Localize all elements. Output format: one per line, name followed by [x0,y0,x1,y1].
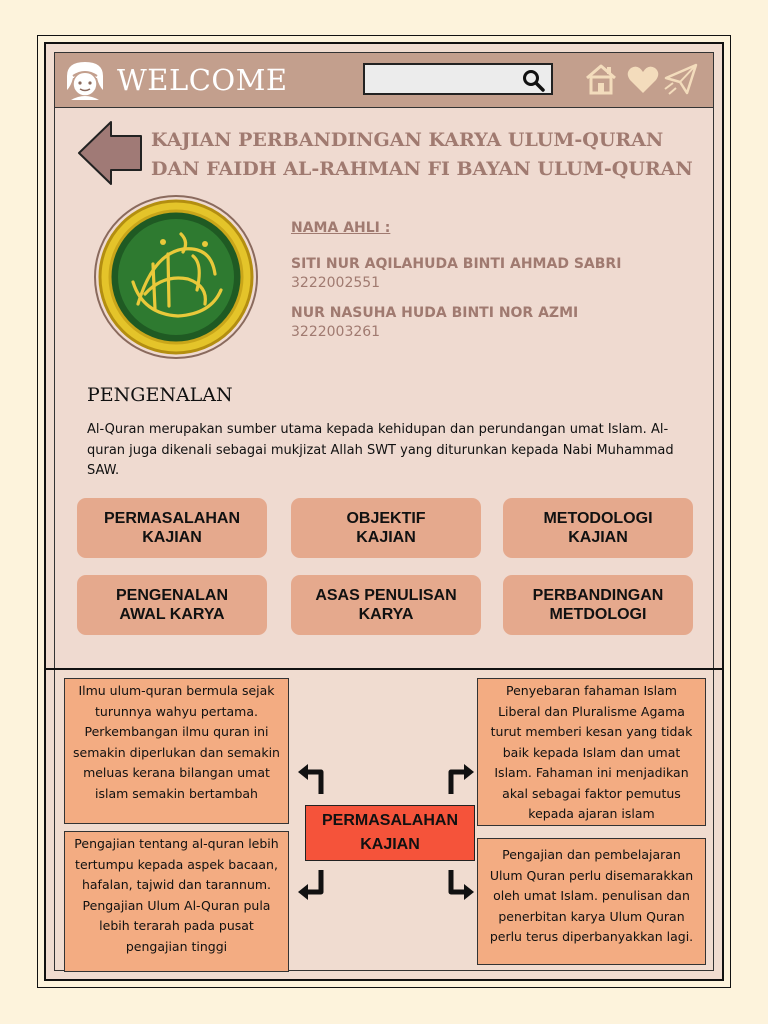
members-heading: NAMA AHLI : [291,220,391,236]
tile-label-line2: KAJIAN [142,529,202,546]
tile-label-line1: ASAS PENULISAN [315,587,457,604]
main-content [54,108,714,668]
member-list [291,220,621,340]
tile-label-line2: KAJIAN [568,529,628,546]
arrow-up-right-icon [441,762,477,798]
intro-text: Al-Quran merupakan sumber utama kepada kehidupan dan perundangan umat Islam. Al-quran juga dikenali sebagai mukjizat Allah SWT yang diturunkan kepada Nabi Muhammad SAW. [87,422,674,478]
info-box-bottom-left: Pengajian tentang al-quran lebih tertumpu kepada aspek bacaan, hafalan, tajwid dan tarannum. Pengajian Ulum Al-Quran pula lebih terarah pada pusat pengajian tinggi [64,831,289,972]
welcome-title: WELCOME [117,63,288,97]
center-label-line2: KAJIAN [360,836,420,853]
heart-icon[interactable] [625,61,661,97]
arrow-down-right-icon [441,866,477,902]
home-icon[interactable] [583,61,619,97]
paper-plane-icon[interactable] [663,61,699,97]
app-window [44,42,724,981]
member-name: SITI NUR AQILAHUDA BINTI AHMAD SABRI [291,256,622,272]
search-input[interactable] [363,63,553,95]
tile-label-line2: KAJIAN [356,529,416,546]
member-name: NUR NASUHA HUDA BINTI NOR AZMI [291,305,579,321]
search-icon[interactable] [521,68,545,92]
user-avatar-icon [61,56,109,104]
tile-label-line2: METDOLOGI [549,606,647,623]
menu-objektif-kajian[interactable] [291,498,481,558]
info-box-top-right: Penyebaran fahaman Islam Liberal dan Pluralisme Agama turut memberi kesan yang tidak baik kepada Islam dan umat Islam. Fahaman ini menjadikan akal sebagai faktor pemutus kepada ajaran islam [477,678,706,826]
info-box-top-left: Ilmu ulum-quran bermula sejak turunnya wahyu pertama. Perkembangan ilmu quran ini semakin diperlukan dan semakin meluas kerana bilangan umat islam semakin bertambah [64,678,289,824]
menu-metodologi-kajian[interactable] [503,498,693,558]
top-bar [54,52,714,108]
page-title-line1: KAJIAN PERBANDINGAN KARYA ULUM-QURAN [151,129,664,151]
tile-label-line1: PERBANDINGAN [532,587,664,604]
page-title-line2: DAN FAIDH AL-RAHMAN FI BAYAN ULUM-QURAN [151,158,693,180]
member-id: 3222002551 [291,275,381,291]
tile-label-line1: PERMASALAHAN [104,510,240,527]
back-arrow-icon[interactable] [75,118,145,188]
tile-label-line2: KARYA [358,606,414,623]
page-frame [37,35,731,988]
menu-perbandingan-metdologi[interactable] [503,575,693,635]
menu-pengenalan-awal-karya[interactable] [77,575,267,635]
arrow-down-left-icon [295,866,331,902]
problem-diagram [54,670,714,971]
tile-label-line1: METODOLOGI [543,510,653,527]
info-box-bottom-right: Pengajian dan pembelajaran Ulum Quran perlu disemarakkan oleh umat Islam. penulisan dan penerbitan karya Ulum Quran perlu terus diperbanyakkan lagi. [477,838,706,965]
member-id: 3222003261 [291,324,381,340]
tile-label-line1: PENGENALAN [115,587,228,604]
center-topic-box [305,805,475,861]
menu-asas-penulisan-karya[interactable] [291,575,481,635]
tile-label-line1: OBJEKTIF [346,510,426,527]
page-title [151,126,693,184]
quran-calligraphy-logo [93,194,259,360]
menu-permasalahan-kajian[interactable] [77,498,267,558]
tile-label-line2: AWAL KARYA [119,606,225,623]
arrow-up-left-icon [295,762,331,798]
center-label-line1: PERMASALAHAN [322,812,458,829]
intro-title: PENGENALAN [87,384,233,406]
